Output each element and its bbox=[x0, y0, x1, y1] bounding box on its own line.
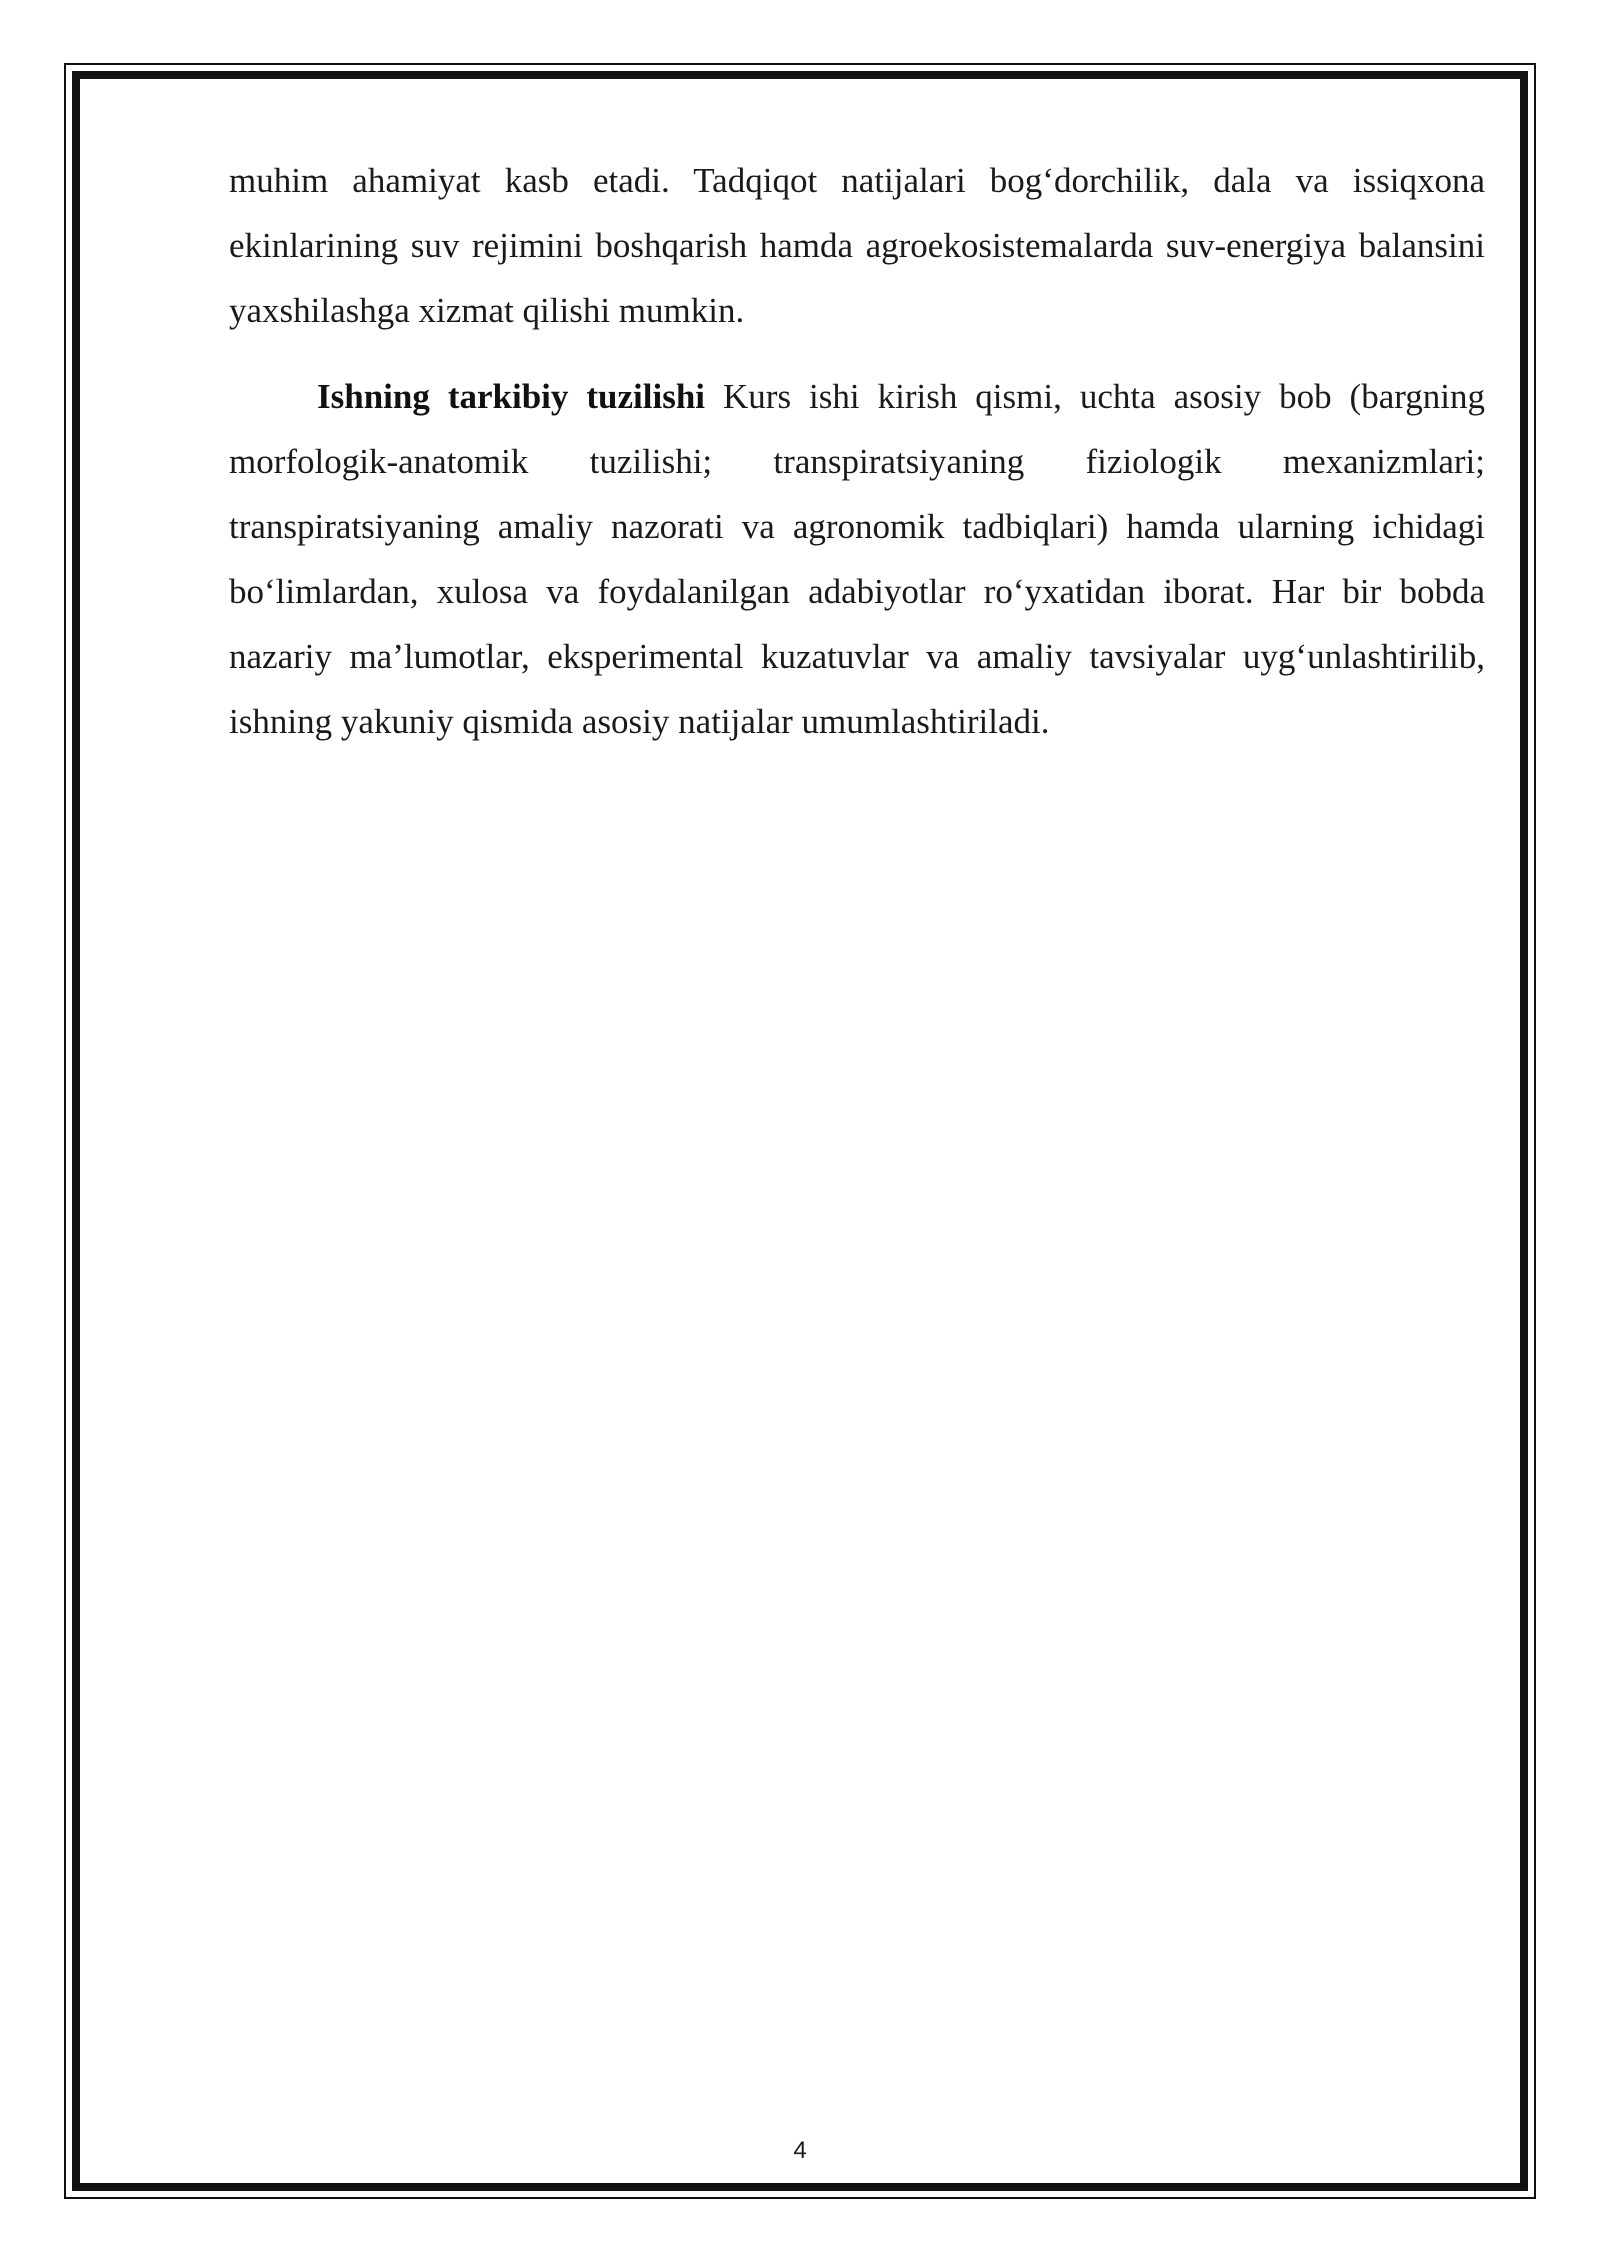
document-body bbox=[229, 148, 1485, 754]
paragraph-structure bbox=[229, 364, 1485, 754]
paragraph-text: muhim ahamiyat kasb etadi. Tadqiqot natijalari bog‘dorchilik, dala va issiqxona ekinlarining suv rejimini boshqarish hamda agroekosistemalarda suv-energiya balansini yaxshilashga xizmat qilishi mumkin. bbox=[229, 161, 1485, 330]
paragraph-heading: Ishning tarkibiy tuzilishi bbox=[317, 377, 706, 416]
paragraph-text: Kurs ishi kirish qismi, uchta asosiy bob (bargning morfologik-anatomik tuzilishi; transpiratsiyaning fiziologik mexanizmlari; transpiratsiyaning amaliy nazorati va agronomik tadbiqlari) hamda ularning ichidagi bo‘limlardan, xulosa va foydalanilgan adabiyotlar ro‘yxatidan iborat. Har bir bobda nazariy ma’lumotlar, eksperimental kuzatuvlar va amaliy tavsiyalar uyg‘unlashtirilib, ishning yakuniy qismida asosiy natijalar umumlashtiriladi. bbox=[229, 377, 1485, 741]
page-number: 4 bbox=[793, 2137, 807, 2164]
paragraph-continuation bbox=[229, 148, 1485, 343]
